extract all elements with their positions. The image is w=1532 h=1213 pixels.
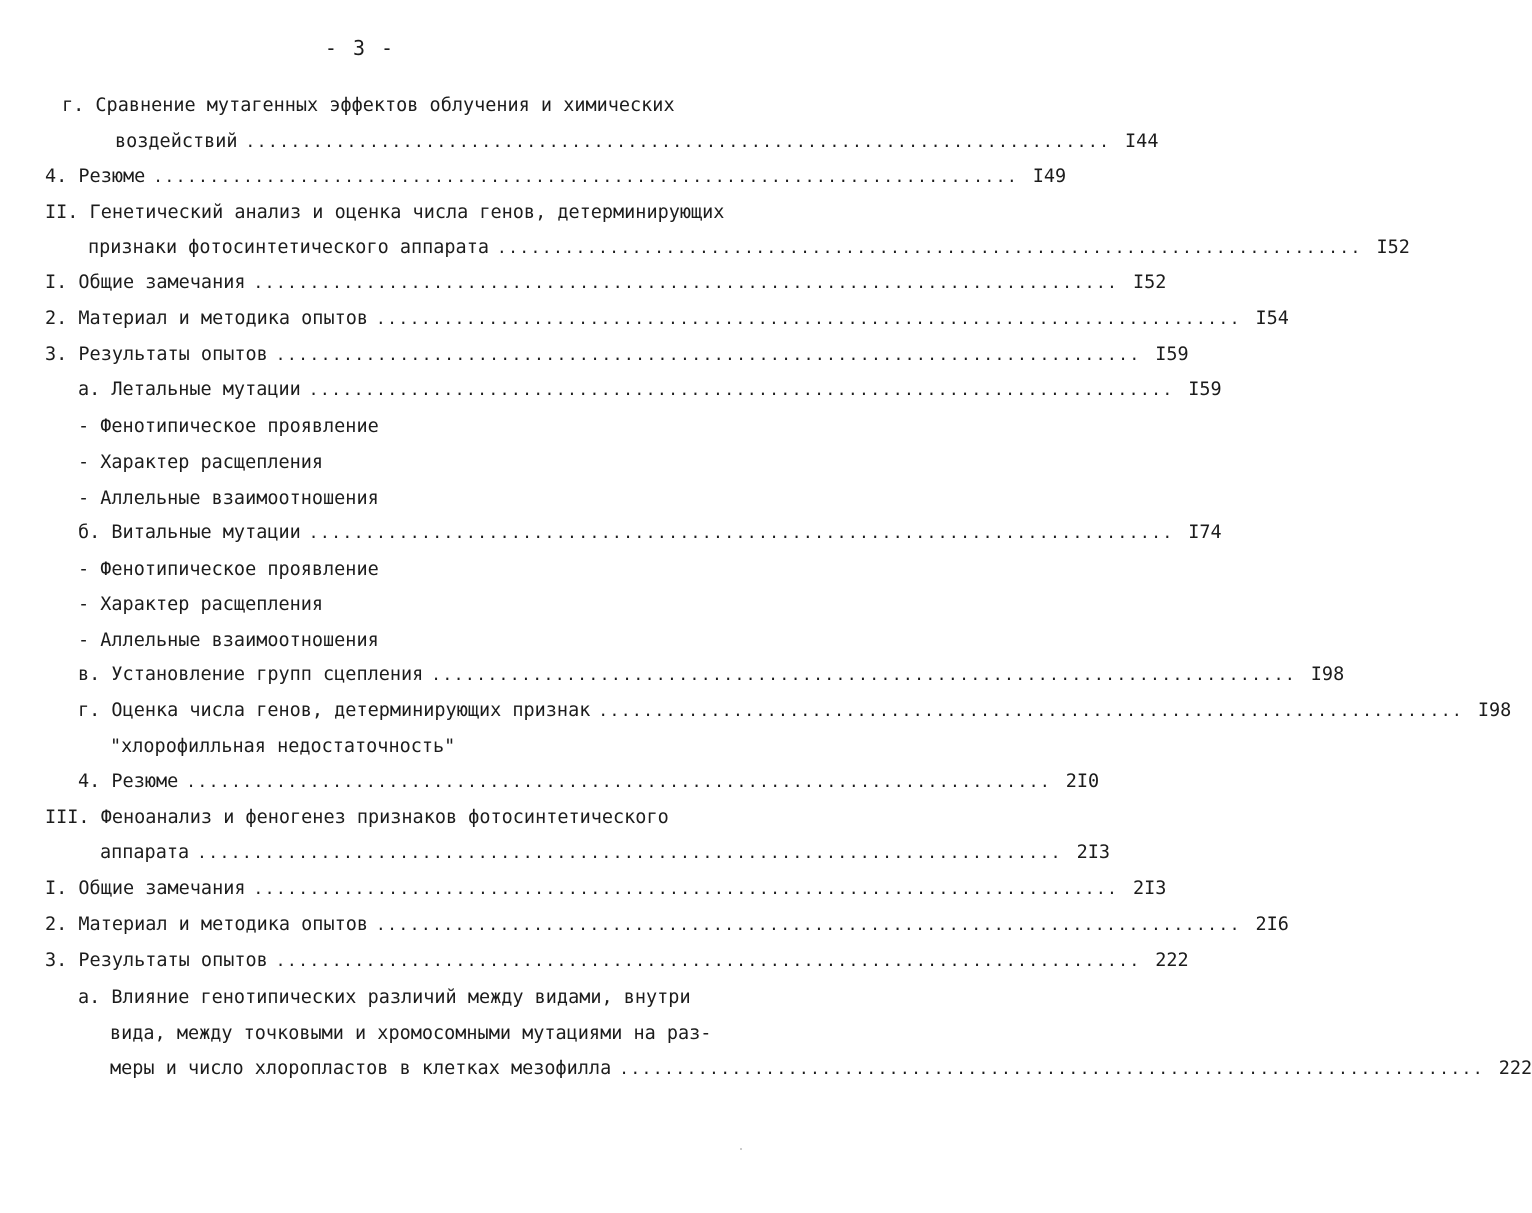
dot-leader: ............................................................................. bbox=[253, 879, 1119, 898]
toc-entry-text: 4. Резюме bbox=[78, 771, 179, 792]
toc-line bbox=[78, 484, 379, 514]
dot-leader: ............................................................................. bbox=[275, 951, 1141, 970]
toc-page-number: 222 bbox=[1498, 1058, 1532, 1079]
dot-leader: ............................................................................. bbox=[153, 167, 1019, 186]
toc-entry-text: "хлорофилльная недостаточность" bbox=[110, 736, 456, 757]
toc-page-number: I44 bbox=[1125, 131, 1159, 152]
toc-entry-text: 3. Результаты опытов bbox=[45, 950, 268, 971]
dot-leader: ............................................................................. bbox=[186, 772, 1052, 791]
toc-entry-text: г. Оценка числа генов, детерминирующих признак bbox=[78, 700, 591, 721]
toc-page-number: I98 bbox=[1477, 700, 1512, 721]
toc-page-number: 2I6 bbox=[1255, 914, 1289, 935]
dot-leader: ............................................................................. bbox=[308, 523, 1174, 542]
toc-line bbox=[78, 983, 691, 1013]
toc-line bbox=[110, 1054, 1532, 1084]
toc-page-number: 2I0 bbox=[1065, 771, 1100, 792]
dot-leader: ............................................................................. bbox=[376, 915, 1241, 934]
toc-line bbox=[45, 268, 1167, 298]
dot-leader: ............................................................................. bbox=[245, 132, 1111, 151]
toc-line bbox=[78, 412, 379, 442]
toc-line bbox=[110, 732, 455, 762]
toc-line bbox=[100, 838, 1111, 868]
toc-entry-text: а. Влияние генотипических различий между видами, внутри bbox=[78, 987, 691, 1008]
toc-page-number: 2I3 bbox=[1133, 878, 1167, 899]
toc-line bbox=[88, 233, 1410, 263]
toc-page-number: I54 bbox=[1255, 308, 1289, 329]
toc-line bbox=[45, 910, 1289, 940]
dot-leader: ............................................................................. bbox=[197, 843, 1063, 862]
toc-page-number: I52 bbox=[1133, 272, 1167, 293]
dot-leader: ............................................................................. bbox=[496, 238, 1362, 257]
toc-entry-text: III. Феноанализ и феногенез признаков фотосинтетического bbox=[45, 807, 669, 828]
toc-page-number: I49 bbox=[1032, 166, 1067, 187]
toc-entry-text: аппарата bbox=[100, 842, 190, 863]
toc-entry-text: I. Общие замечания bbox=[45, 272, 246, 293]
dot-leader: ............................................................................. bbox=[598, 701, 1464, 720]
toc-entry-text: - Фенотипическое проявление bbox=[78, 416, 379, 437]
toc-page-number: I98 bbox=[1310, 664, 1345, 685]
toc-line bbox=[78, 626, 379, 656]
toc-entry-text: вида, между точковыми и хромосомными мутациями на раз- bbox=[110, 1023, 712, 1044]
toc-entry-text: в. Установление групп сцепления bbox=[78, 664, 424, 685]
toc-line bbox=[115, 127, 1159, 157]
toc-line bbox=[110, 1019, 711, 1049]
toc-line bbox=[78, 696, 1512, 726]
dot-leader: ............................................................................. bbox=[376, 309, 1241, 328]
toc-line bbox=[45, 946, 1189, 976]
toc-line bbox=[62, 91, 675, 121]
toc-entry-text: признаки фотосинтетического аппарата bbox=[88, 237, 489, 258]
toc-line bbox=[45, 162, 1067, 192]
toc-line bbox=[78, 518, 1222, 548]
toc-entry-text: г. Сравнение мутагенных эффектов облучения и химических bbox=[62, 95, 675, 116]
toc-entry-text: 2. Материал и методика опытов bbox=[45, 308, 369, 329]
toc-entry-text: II. Генетический анализ и оценка числа генов, детерминирующих bbox=[45, 202, 725, 223]
toc-page-number: I52 bbox=[1376, 237, 1410, 258]
toc-entry-text: - Аллельные взаимоотношения bbox=[78, 630, 379, 651]
toc-line bbox=[78, 767, 1100, 797]
dot-leader: ............................................................................. bbox=[253, 273, 1119, 292]
toc-line bbox=[78, 590, 323, 620]
dot-leader: ............................................................................. bbox=[275, 345, 1141, 364]
toc-page-number: I59 bbox=[1188, 379, 1222, 400]
toc-entry-text: а. Летальные мутации bbox=[78, 379, 301, 400]
toc-entry-text: 3. Результаты опытов bbox=[45, 344, 268, 365]
toc-entry-text: 4. Резюме bbox=[45, 166, 146, 187]
toc-page-number: 2I3 bbox=[1076, 842, 1111, 863]
toc-line bbox=[45, 874, 1167, 904]
scan-speck bbox=[740, 1148, 742, 1150]
toc-line bbox=[45, 198, 724, 228]
dot-leader: ............................................................................. bbox=[431, 665, 1297, 684]
toc-entry-text: 2. Материал и методика опытов bbox=[45, 914, 369, 935]
toc-line bbox=[45, 304, 1289, 334]
toc-line bbox=[78, 448, 323, 478]
page-number: - 3 - bbox=[324, 36, 396, 60]
toc-entry-text: - Характер расщепления bbox=[78, 594, 324, 615]
dot-leader: ............................................................................. bbox=[619, 1059, 1485, 1078]
toc-entry-text: - Характер расщепления bbox=[78, 452, 324, 473]
toc-line bbox=[78, 375, 1222, 405]
toc-page-number: 222 bbox=[1155, 950, 1189, 971]
toc-line bbox=[78, 555, 379, 585]
toc-line bbox=[78, 660, 1345, 690]
toc-line bbox=[45, 803, 669, 833]
toc-entry-text: б. Витальные мутации bbox=[78, 522, 301, 543]
toc-page-number: I59 bbox=[1155, 344, 1189, 365]
toc-entry-text: I. Общие замечания bbox=[45, 878, 246, 899]
toc-page-number: I74 bbox=[1188, 522, 1222, 543]
dot-leader: ............................................................................. bbox=[308, 380, 1174, 399]
toc-entry-text: меры и число хлоропластов в клетках мезофилла bbox=[110, 1058, 612, 1079]
toc-line bbox=[45, 340, 1189, 370]
toc-entry-text: - Фенотипическое проявление bbox=[78, 559, 379, 580]
toc-entry-text: воздействий bbox=[115, 131, 238, 152]
toc-entry-text: - Аллельные взаимоотношения bbox=[78, 488, 379, 509]
